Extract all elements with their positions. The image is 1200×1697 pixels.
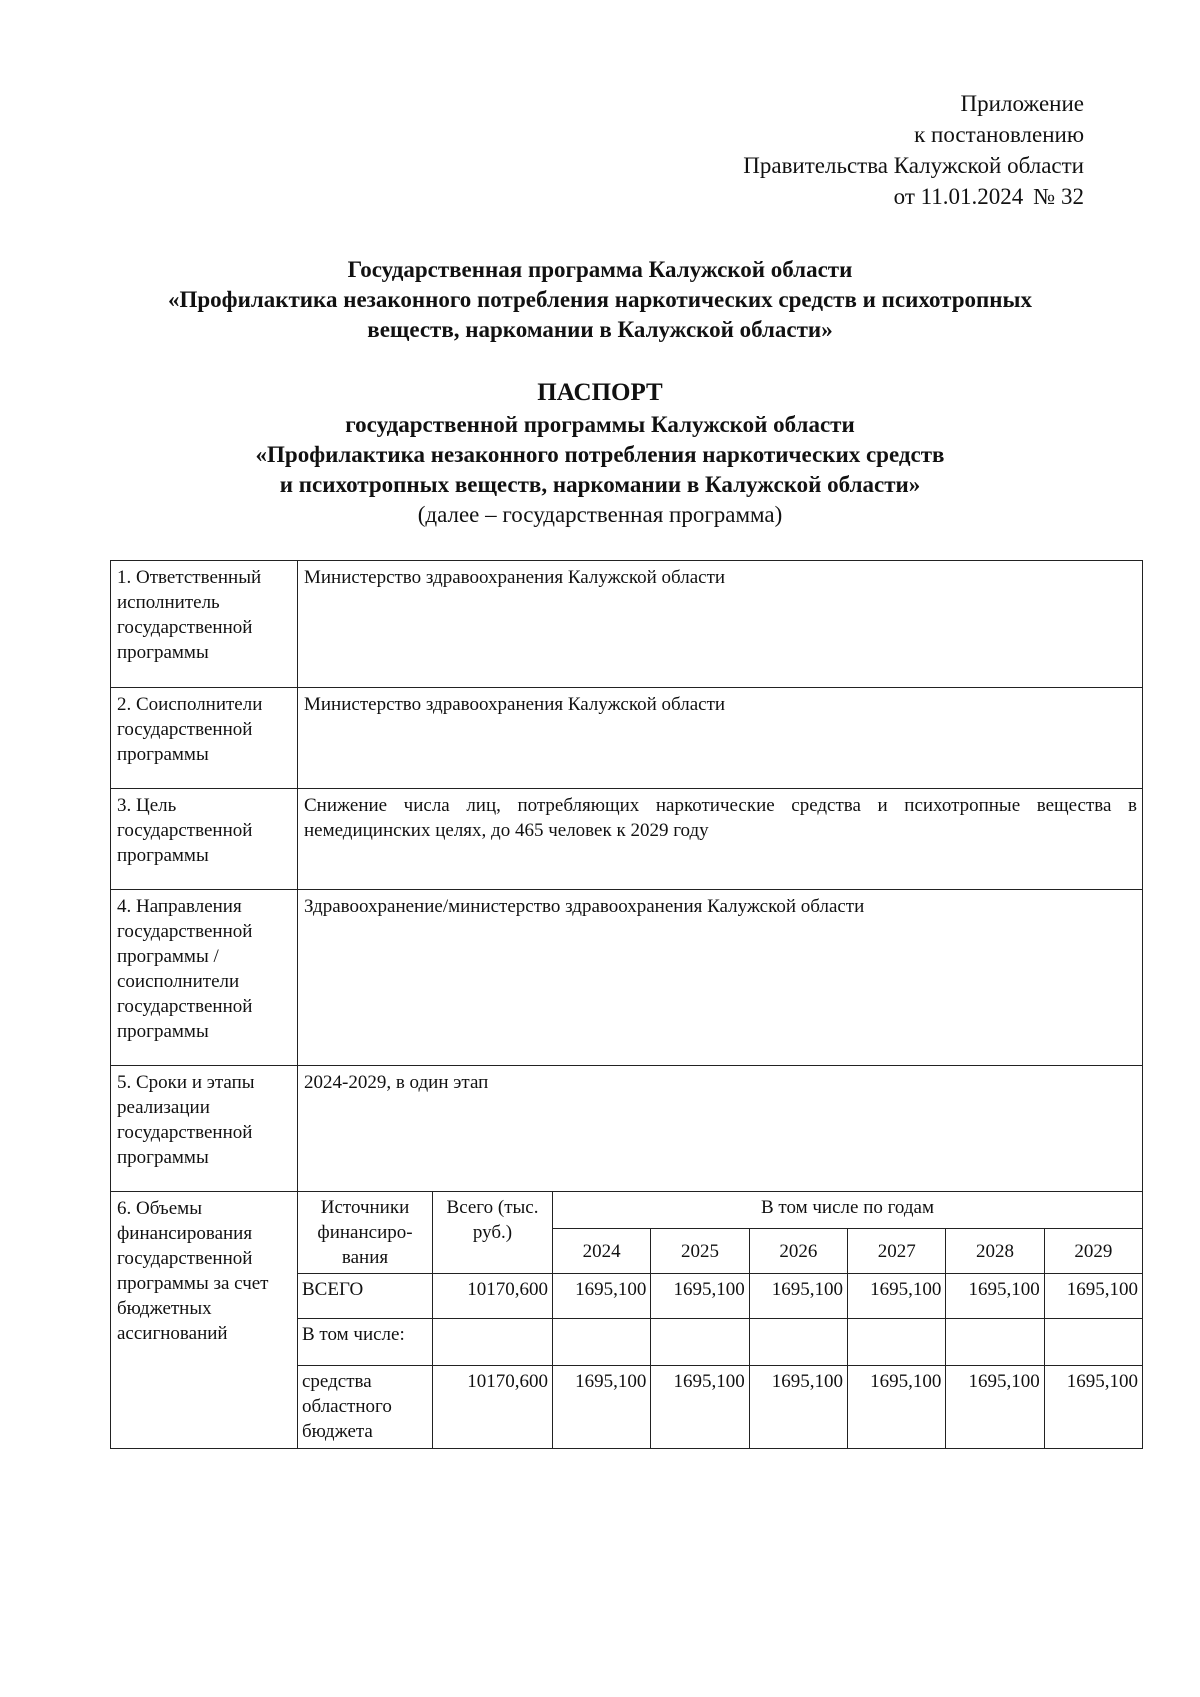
including-label: В том числе: xyxy=(298,1319,433,1366)
year-cell: 2029 xyxy=(1044,1229,1142,1274)
regional-row-value: 1695,100 xyxy=(651,1366,749,1449)
total-row-sum: 10170,600 xyxy=(433,1274,553,1319)
total-row-value: 1695,100 xyxy=(749,1274,847,1319)
passport-subtitle: (далее – государственная программа) xyxy=(417,502,783,527)
empty-cell xyxy=(433,1319,553,1366)
program-title-line: веществ, наркомании в Калужской области» xyxy=(367,317,833,342)
appendix-line: Правительства Калужской области xyxy=(743,153,1084,178)
appendix-date: от 11.01.2024 xyxy=(893,184,1024,209)
appendix-number: № 32 xyxy=(1033,184,1084,209)
total-row-value: 1695,100 xyxy=(553,1274,651,1319)
sources-header: Источники финансиро-вания xyxy=(298,1192,433,1274)
row-value: Министерство здравоохранения Калужской области xyxy=(298,561,1143,688)
regional-budget-row xyxy=(298,1366,1142,1449)
regional-row-value: 1695,100 xyxy=(848,1366,946,1449)
row-label: 5. Сроки и этапы реализации государственной программы xyxy=(111,1066,298,1192)
financing-cell xyxy=(298,1192,1143,1449)
passport-title xyxy=(0,376,1200,530)
appendix-line: Приложение xyxy=(960,91,1084,116)
year-cell: 2027 xyxy=(848,1229,946,1274)
year-cell: 2024 xyxy=(553,1229,651,1274)
empty-cell xyxy=(553,1319,651,1366)
program-title-line: Государственная программа Калужской области xyxy=(347,257,853,282)
passport-heading: ПАСПОРТ xyxy=(537,379,663,406)
total-row-value: 1695,100 xyxy=(848,1274,946,1319)
row-value: Здравоохранение/министерство здравоохранения Калужской области xyxy=(298,890,1143,1066)
years-header: В том числе по годам xyxy=(553,1192,1143,1229)
financing-row xyxy=(111,1192,1143,1449)
total-header: Всего (тыс. руб.) xyxy=(433,1192,553,1274)
row-value: 2024-2029, в один этап xyxy=(298,1066,1143,1192)
appendix-header xyxy=(743,88,1084,212)
table-row xyxy=(111,789,1143,890)
row-label: 6. Объемы финансирования государственной программы за счет бюджетных ассигнований xyxy=(111,1192,298,1449)
passport-title-line: и психотропных веществ, наркомании в Калужской области» xyxy=(279,472,921,497)
empty-cell xyxy=(749,1319,847,1366)
table-row xyxy=(111,1066,1143,1192)
table-row xyxy=(111,561,1143,688)
appendix-date-line xyxy=(743,181,1084,212)
total-row xyxy=(298,1274,1142,1319)
row-label: 3. Цель государственной программы xyxy=(111,789,298,890)
regional-row-sum: 10170,600 xyxy=(433,1366,553,1449)
appendix-line: к постановлению xyxy=(914,122,1084,147)
table-row xyxy=(111,688,1143,789)
year-cell: 2025 xyxy=(651,1229,749,1274)
passport-title-line: государственной программы Калужской области xyxy=(345,412,855,437)
row-label: 1. Ответственный исполнитель государственной программы xyxy=(111,561,298,688)
row-label: 4. Направления государственной программы / соисполнители государственной программы xyxy=(111,890,298,1066)
empty-cell xyxy=(848,1319,946,1366)
regional-row-label: средства областного бюджета xyxy=(298,1366,433,1449)
total-row-label: ВСЕГО xyxy=(298,1274,433,1319)
row-value: Министерство здравоохранения Калужской области xyxy=(298,688,1143,789)
year-cell: 2028 xyxy=(946,1229,1044,1274)
year-cell: 2026 xyxy=(749,1229,847,1274)
empty-cell xyxy=(1044,1319,1142,1366)
program-title xyxy=(0,255,1200,345)
regional-row-value: 1695,100 xyxy=(749,1366,847,1449)
regional-row-value: 1695,100 xyxy=(1044,1366,1142,1449)
financing-table xyxy=(298,1192,1142,1448)
row-label: 2. Соисполнители государственной программы xyxy=(111,688,298,789)
total-row-value: 1695,100 xyxy=(651,1274,749,1319)
empty-cell xyxy=(946,1319,1044,1366)
including-row xyxy=(298,1319,1142,1366)
table-row xyxy=(111,890,1143,1066)
passport-title-line: «Профилактика незаконного потребления наркотических средств xyxy=(255,442,945,467)
regional-row-value: 1695,100 xyxy=(553,1366,651,1449)
total-row-value: 1695,100 xyxy=(1044,1274,1142,1319)
empty-cell xyxy=(651,1319,749,1366)
passport-table xyxy=(110,560,1143,1449)
total-row-value: 1695,100 xyxy=(946,1274,1044,1319)
row-value: Снижение числа лиц, потребляющих наркотические средства и психотропные вещества в немедицинских целях, до 465 человек к 2029 году xyxy=(298,789,1143,890)
regional-row-value: 1695,100 xyxy=(946,1366,1044,1449)
program-title-line: «Профилактика незаконного потребления наркотических средств и психотропных xyxy=(168,287,1032,312)
financing-header-row xyxy=(298,1192,1142,1229)
